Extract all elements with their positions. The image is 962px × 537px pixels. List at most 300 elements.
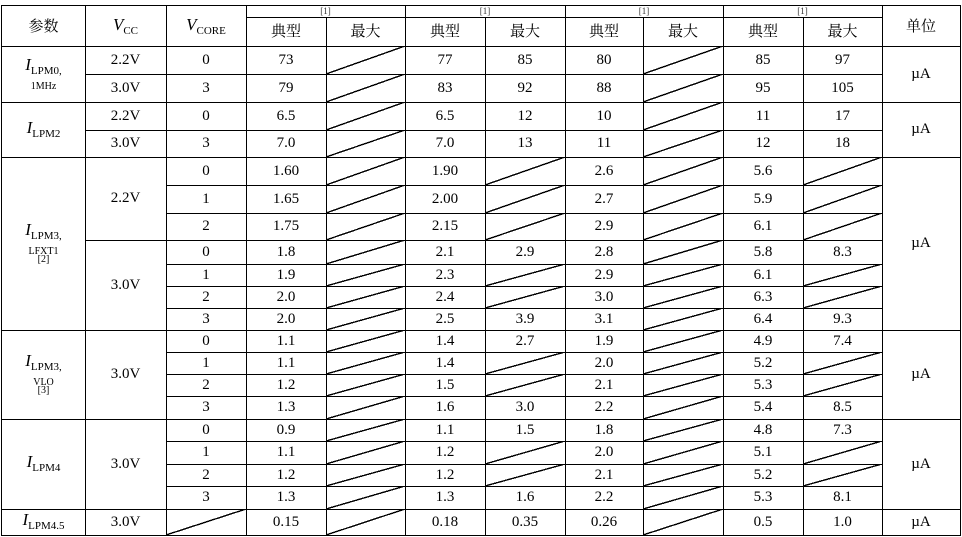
unit-header bbox=[882, 5, 961, 47]
typ-value-cell bbox=[723, 74, 804, 103]
value: 1.2 bbox=[276, 376, 296, 393]
vcc-value: 3.0V bbox=[110, 455, 141, 472]
vcc-value: 2.2V bbox=[110, 51, 141, 68]
typ-value-cell bbox=[246, 102, 327, 131]
max-value-cell bbox=[803, 308, 883, 331]
value: 80 bbox=[596, 51, 612, 68]
max-value-cell bbox=[643, 486, 724, 510]
vcc-cell bbox=[85, 157, 167, 241]
vcore-value: 1 bbox=[202, 444, 210, 460]
value: 9.3 bbox=[833, 310, 852, 327]
vcc-symbol-letter: V bbox=[112, 14, 124, 34]
value: 12 bbox=[517, 107, 533, 124]
max-value-cell bbox=[485, 240, 566, 265]
typ-value-cell bbox=[723, 352, 804, 375]
max-value-cell bbox=[803, 464, 883, 487]
param-letter: I bbox=[25, 54, 31, 74]
param-header bbox=[1, 5, 86, 47]
value: 1.8 bbox=[594, 421, 614, 438]
vcore-value: 3 bbox=[202, 399, 210, 415]
max-value-cell bbox=[643, 240, 724, 265]
value: 1.6 bbox=[435, 399, 455, 415]
value: 1.5 bbox=[515, 421, 535, 438]
max-value-cell bbox=[326, 185, 406, 214]
vcc-symbol-subscript: CC bbox=[123, 24, 139, 37]
vcc-symbol bbox=[113, 16, 138, 37]
value: 0.15 bbox=[272, 513, 300, 530]
value: 5.1 bbox=[753, 444, 773, 460]
max-value-cell bbox=[485, 157, 566, 186]
vcore-value: 3 bbox=[202, 135, 210, 151]
param-subscript-line2: VLO bbox=[33, 376, 54, 388]
vcore-value: 3 bbox=[202, 79, 210, 96]
typ-value-cell bbox=[565, 157, 644, 186]
max-value-cell bbox=[485, 185, 566, 214]
max-value-cell bbox=[643, 330, 724, 353]
max-header-2 bbox=[485, 17, 566, 47]
max-value-cell bbox=[643, 308, 724, 331]
value: 92 bbox=[517, 79, 533, 96]
max-value-cell bbox=[326, 509, 406, 536]
max-value-cell bbox=[803, 185, 883, 214]
typ-value-cell bbox=[405, 509, 486, 536]
vcore-cell bbox=[166, 46, 247, 75]
value: 0.5 bbox=[753, 513, 773, 530]
max-label: 最大 bbox=[350, 22, 381, 40]
max-value-cell bbox=[485, 441, 566, 465]
value: 2.1 bbox=[435, 243, 455, 260]
vcc-value: 3.0V bbox=[110, 513, 141, 530]
max-value-cell bbox=[485, 396, 566, 420]
value: 85 bbox=[755, 51, 771, 68]
value: 1.1 bbox=[276, 354, 296, 371]
value: 1.1 bbox=[435, 421, 455, 438]
max-value-cell bbox=[326, 419, 406, 442]
value: 3.1 bbox=[594, 310, 614, 327]
typ-value-cell bbox=[723, 374, 804, 397]
param-cell-1 bbox=[1, 46, 86, 103]
vcore-value: 1 bbox=[202, 354, 210, 371]
value: 1.60 bbox=[272, 162, 300, 179]
max-header-1 bbox=[326, 17, 406, 47]
max-value-cell bbox=[643, 441, 724, 465]
typ-value-cell bbox=[405, 46, 486, 75]
typ-value-cell bbox=[723, 264, 804, 287]
param-letter: I bbox=[22, 510, 29, 530]
vcore-cell bbox=[166, 330, 247, 353]
max-value-cell bbox=[803, 264, 883, 287]
value: 2.3 bbox=[435, 266, 455, 283]
max-value-cell bbox=[643, 464, 724, 487]
max-value-cell bbox=[803, 441, 883, 465]
param-letter: I bbox=[26, 452, 33, 472]
group-note-3: [1] bbox=[638, 6, 650, 16]
max-label: 最大 bbox=[667, 22, 698, 40]
typ-value-cell bbox=[565, 441, 644, 465]
vcore-value: 0 bbox=[202, 243, 210, 260]
max-value-cell bbox=[803, 330, 883, 353]
max-value-cell bbox=[803, 213, 883, 241]
typ-value-cell bbox=[246, 441, 327, 465]
value: 5.3 bbox=[753, 489, 773, 505]
vcore-value: 2 bbox=[202, 376, 210, 393]
max-value-cell bbox=[485, 286, 566, 309]
value: 1.0 bbox=[833, 513, 852, 530]
param-footnote: [3] bbox=[37, 385, 50, 397]
max-value-cell bbox=[326, 102, 406, 131]
value: 2.0 bbox=[276, 310, 296, 327]
value: 1.8 bbox=[276, 243, 296, 260]
typ-value-cell bbox=[405, 102, 486, 131]
typ-value-cell bbox=[405, 74, 486, 103]
max-header-3 bbox=[643, 17, 724, 47]
max-value-cell bbox=[643, 352, 724, 375]
vcore-header bbox=[166, 5, 247, 47]
unit-cell-1 bbox=[882, 46, 961, 103]
typ-value-cell bbox=[246, 486, 327, 510]
param-subscript: LPM3, bbox=[30, 230, 62, 243]
param-subscript-line2: LFXT1 bbox=[28, 245, 59, 257]
value: 0.35 bbox=[511, 513, 539, 530]
max-value-cell bbox=[326, 130, 406, 158]
max-value-cell bbox=[485, 464, 566, 487]
value: 2.6 bbox=[594, 162, 614, 179]
typ-value-cell bbox=[246, 264, 327, 287]
value: 1.75 bbox=[272, 218, 300, 234]
typ-value-cell bbox=[405, 213, 486, 241]
value: 0.18 bbox=[431, 513, 459, 530]
typ-value-cell bbox=[405, 396, 486, 420]
value: 6.4 bbox=[753, 310, 773, 327]
value: 2.2 bbox=[594, 399, 614, 415]
param-cell-2 bbox=[1, 102, 86, 158]
value: 79 bbox=[278, 79, 294, 96]
max-label: 最大 bbox=[509, 22, 540, 40]
max-value-cell bbox=[803, 509, 883, 536]
vcc-value: 3.0V bbox=[110, 366, 141, 382]
param-cell-4 bbox=[1, 330, 86, 420]
vcore-value: 0 bbox=[202, 332, 210, 349]
value: 5.3 bbox=[753, 376, 773, 393]
value: 97 bbox=[835, 51, 850, 68]
typ-value-cell bbox=[565, 464, 644, 487]
value: 3.9 bbox=[515, 310, 535, 327]
typ-value-cell bbox=[565, 264, 644, 287]
value: 5.4 bbox=[753, 399, 773, 415]
typ-value-cell bbox=[723, 130, 804, 158]
vcc-value: 2.2V bbox=[110, 190, 141, 206]
typ-value-cell bbox=[723, 157, 804, 186]
max-value-cell bbox=[326, 46, 406, 75]
unit-header-label: 单位 bbox=[905, 16, 936, 35]
typ-value-cell bbox=[565, 185, 644, 214]
value: 2.2 bbox=[594, 489, 614, 505]
typ-value-cell bbox=[246, 352, 327, 375]
value: 1.2 bbox=[435, 466, 455, 483]
max-value-cell bbox=[643, 374, 724, 397]
typ-value-cell bbox=[565, 213, 644, 241]
max-value-cell bbox=[485, 509, 566, 536]
value: 6.1 bbox=[753, 266, 773, 283]
value: 4.9 bbox=[753, 332, 773, 349]
value: 11 bbox=[755, 107, 771, 124]
unit-cell-5 bbox=[882, 419, 961, 510]
typ-header-2 bbox=[405, 17, 486, 47]
vcore-cell bbox=[166, 396, 247, 420]
max-value-cell bbox=[643, 286, 724, 309]
vcc-cell bbox=[85, 419, 167, 510]
value: 2.0 bbox=[594, 444, 614, 460]
typ-value-cell bbox=[723, 441, 804, 465]
value: 2.5 bbox=[435, 310, 455, 327]
max-value-cell bbox=[803, 419, 883, 442]
param-letter: I bbox=[25, 351, 31, 371]
value: 2.0 bbox=[594, 354, 614, 371]
value: 1.90 bbox=[431, 162, 459, 179]
vcore-cell bbox=[166, 286, 247, 309]
unit-label: µA bbox=[911, 235, 931, 251]
max-value-cell bbox=[643, 264, 724, 287]
vcore-cell bbox=[166, 486, 247, 510]
value: 3.0 bbox=[515, 399, 535, 415]
value: 1.4 bbox=[435, 332, 455, 349]
typ-value-cell bbox=[405, 185, 486, 214]
max-value-cell bbox=[643, 185, 724, 214]
param-footnote: [2] bbox=[37, 254, 50, 266]
value: 2.7 bbox=[515, 332, 535, 349]
max-value-cell bbox=[326, 374, 406, 397]
typ-value-cell bbox=[246, 130, 327, 158]
value: 1.4 bbox=[435, 354, 455, 371]
vcore-value: 3 bbox=[202, 310, 210, 327]
max-value-cell bbox=[326, 441, 406, 465]
value: 17 bbox=[835, 107, 850, 124]
typ-value-cell bbox=[405, 486, 486, 510]
max-value-cell bbox=[485, 74, 566, 103]
value: 1.6 bbox=[515, 489, 535, 505]
typ-value-cell bbox=[565, 130, 644, 158]
value: 2.7 bbox=[594, 190, 614, 207]
value: 95 bbox=[755, 79, 771, 96]
typ-value-cell bbox=[246, 240, 327, 265]
max-value-cell bbox=[326, 330, 406, 353]
typ-value-cell bbox=[246, 374, 327, 397]
typ-value-cell bbox=[405, 330, 486, 353]
max-value-cell bbox=[326, 308, 406, 331]
max-value-cell bbox=[643, 130, 724, 158]
typ-value-cell bbox=[723, 509, 804, 536]
typ-header-4 bbox=[723, 17, 804, 47]
vcore-value: 1 bbox=[202, 190, 210, 207]
value: 6.5 bbox=[435, 107, 455, 124]
param-subscript: LPM2 bbox=[32, 127, 61, 140]
typ-value-cell bbox=[246, 286, 327, 309]
max-value-cell bbox=[643, 419, 724, 442]
param-header-label: 参数 bbox=[28, 16, 59, 35]
vcc-header bbox=[85, 5, 167, 47]
vcore-value: 2 bbox=[202, 466, 210, 483]
max-value-cell bbox=[485, 352, 566, 375]
typ-value-cell bbox=[565, 352, 644, 375]
max-value-cell bbox=[643, 157, 724, 186]
value: 1.2 bbox=[276, 466, 296, 483]
max-value-cell bbox=[485, 374, 566, 397]
typ-value-cell bbox=[246, 308, 327, 331]
value: 6.3 bbox=[753, 288, 773, 305]
value: 1.3 bbox=[276, 489, 296, 505]
vcore-cell bbox=[166, 308, 247, 331]
max-value-cell bbox=[485, 486, 566, 510]
typ-value-cell bbox=[723, 286, 804, 309]
value: 2.00 bbox=[431, 190, 459, 207]
max-value-cell bbox=[803, 486, 883, 510]
vcore-symbol bbox=[186, 16, 226, 37]
unit-label: µA bbox=[911, 121, 931, 137]
param-letter: I bbox=[26, 117, 33, 137]
max-value-cell bbox=[485, 46, 566, 75]
max-value-cell bbox=[485, 330, 566, 353]
typ-value-cell bbox=[246, 157, 327, 186]
typ-value-cell bbox=[246, 74, 327, 103]
value: 88 bbox=[596, 79, 612, 96]
max-value-cell bbox=[643, 102, 724, 131]
max-value-cell bbox=[326, 464, 406, 487]
value: 1.2 bbox=[435, 444, 455, 460]
typ-value-cell bbox=[405, 352, 486, 375]
typ-value-cell bbox=[405, 130, 486, 158]
typ-value-cell bbox=[723, 330, 804, 353]
value: 5.8 bbox=[753, 243, 773, 260]
param-symbol bbox=[25, 352, 62, 374]
vcc-value: 3.0V bbox=[110, 135, 141, 151]
typ-value-cell bbox=[405, 308, 486, 331]
typ-value-cell bbox=[565, 419, 644, 442]
group-note-2: [1] bbox=[479, 6, 491, 16]
max-value-cell bbox=[803, 157, 883, 186]
typ-value-cell bbox=[246, 509, 327, 536]
max-value-cell bbox=[326, 396, 406, 420]
value: 2.4 bbox=[435, 288, 455, 305]
value: 2.1 bbox=[594, 466, 614, 483]
typ-value-cell bbox=[565, 308, 644, 331]
value: 1.3 bbox=[276, 399, 296, 415]
vcore-cell bbox=[166, 464, 247, 487]
value: 6.5 bbox=[276, 107, 296, 124]
vcore-cell bbox=[166, 374, 247, 397]
max-value-cell bbox=[485, 308, 566, 331]
param-cell-5 bbox=[1, 419, 86, 510]
max-value-cell bbox=[485, 419, 566, 442]
unit-label: µA bbox=[911, 455, 931, 472]
value: 18 bbox=[835, 135, 850, 151]
value: 12 bbox=[755, 135, 771, 151]
max-value-cell bbox=[643, 74, 724, 103]
max-value-cell bbox=[485, 264, 566, 287]
typ-value-cell bbox=[565, 46, 644, 75]
value: 6.1 bbox=[753, 218, 773, 234]
unit-label: µA bbox=[911, 65, 931, 82]
max-label: 最大 bbox=[827, 22, 858, 40]
typ-value-cell bbox=[723, 486, 804, 510]
value: 2.9 bbox=[594, 218, 614, 234]
value: 73 bbox=[278, 51, 294, 68]
param-cell-3 bbox=[1, 157, 86, 331]
value: 1.1 bbox=[276, 444, 296, 460]
group-note-1: [1] bbox=[320, 6, 331, 16]
vcore-symbol-letter: V bbox=[186, 14, 197, 34]
max-value-cell bbox=[326, 74, 406, 103]
vcc-cell bbox=[85, 240, 167, 331]
max-value-cell bbox=[326, 352, 406, 375]
value: 7.4 bbox=[833, 332, 852, 349]
typ-label: 典型 bbox=[588, 22, 619, 40]
vcore-value: 0 bbox=[202, 51, 210, 68]
max-value-cell bbox=[326, 213, 406, 241]
group-note-4: [1] bbox=[797, 6, 808, 16]
param-subscript: LPM0, bbox=[30, 64, 62, 77]
typ-label: 典型 bbox=[747, 22, 778, 40]
vcc-cell bbox=[85, 74, 167, 103]
param-symbol bbox=[27, 119, 61, 141]
vcore-cell bbox=[166, 102, 247, 131]
value: 83 bbox=[437, 79, 453, 96]
vcore-value: 0 bbox=[202, 421, 210, 438]
typ-header-3 bbox=[565, 17, 644, 47]
typ-value-cell bbox=[246, 213, 327, 241]
value: 8.5 bbox=[833, 399, 852, 415]
param-symbol bbox=[22, 511, 64, 533]
vcc-cell bbox=[85, 509, 167, 536]
typ-value-cell bbox=[405, 286, 486, 309]
max-value-cell bbox=[643, 509, 724, 536]
typ-value-cell bbox=[565, 286, 644, 309]
vcore-cell bbox=[166, 74, 247, 103]
max-value-cell bbox=[485, 102, 566, 131]
value: 11 bbox=[596, 135, 612, 151]
vcore-cell bbox=[166, 419, 247, 442]
vcore-value: 2 bbox=[202, 288, 210, 305]
value: 1.3 bbox=[435, 489, 455, 505]
value: 1.9 bbox=[276, 266, 296, 283]
typ-value-cell bbox=[246, 419, 327, 442]
typ-value-cell bbox=[405, 374, 486, 397]
vcc-cell bbox=[85, 102, 167, 131]
unit-cell-2 bbox=[882, 102, 961, 158]
max-value-cell bbox=[803, 374, 883, 397]
value: 10 bbox=[596, 107, 612, 124]
max-value-cell bbox=[803, 240, 883, 265]
typ-value-cell bbox=[246, 396, 327, 420]
typ-value-cell bbox=[246, 464, 327, 487]
param-letter: I bbox=[25, 220, 31, 240]
value: 0.9 bbox=[276, 421, 296, 438]
vcc-value: 3.0V bbox=[110, 79, 141, 96]
value: 13 bbox=[517, 135, 533, 151]
vcc-cell bbox=[85, 330, 167, 420]
value: 85 bbox=[517, 51, 533, 68]
typ-value-cell bbox=[565, 396, 644, 420]
value: 4.8 bbox=[753, 421, 773, 438]
value: 2.9 bbox=[515, 243, 535, 260]
value: 5.9 bbox=[753, 190, 773, 207]
value: 2.0 bbox=[276, 288, 296, 305]
typ-value-cell bbox=[405, 264, 486, 287]
typ-value-cell bbox=[565, 74, 644, 103]
max-value-cell bbox=[326, 286, 406, 309]
vcore-value: 3 bbox=[202, 489, 210, 505]
max-value-cell bbox=[803, 102, 883, 131]
value: 5.6 bbox=[753, 162, 773, 179]
